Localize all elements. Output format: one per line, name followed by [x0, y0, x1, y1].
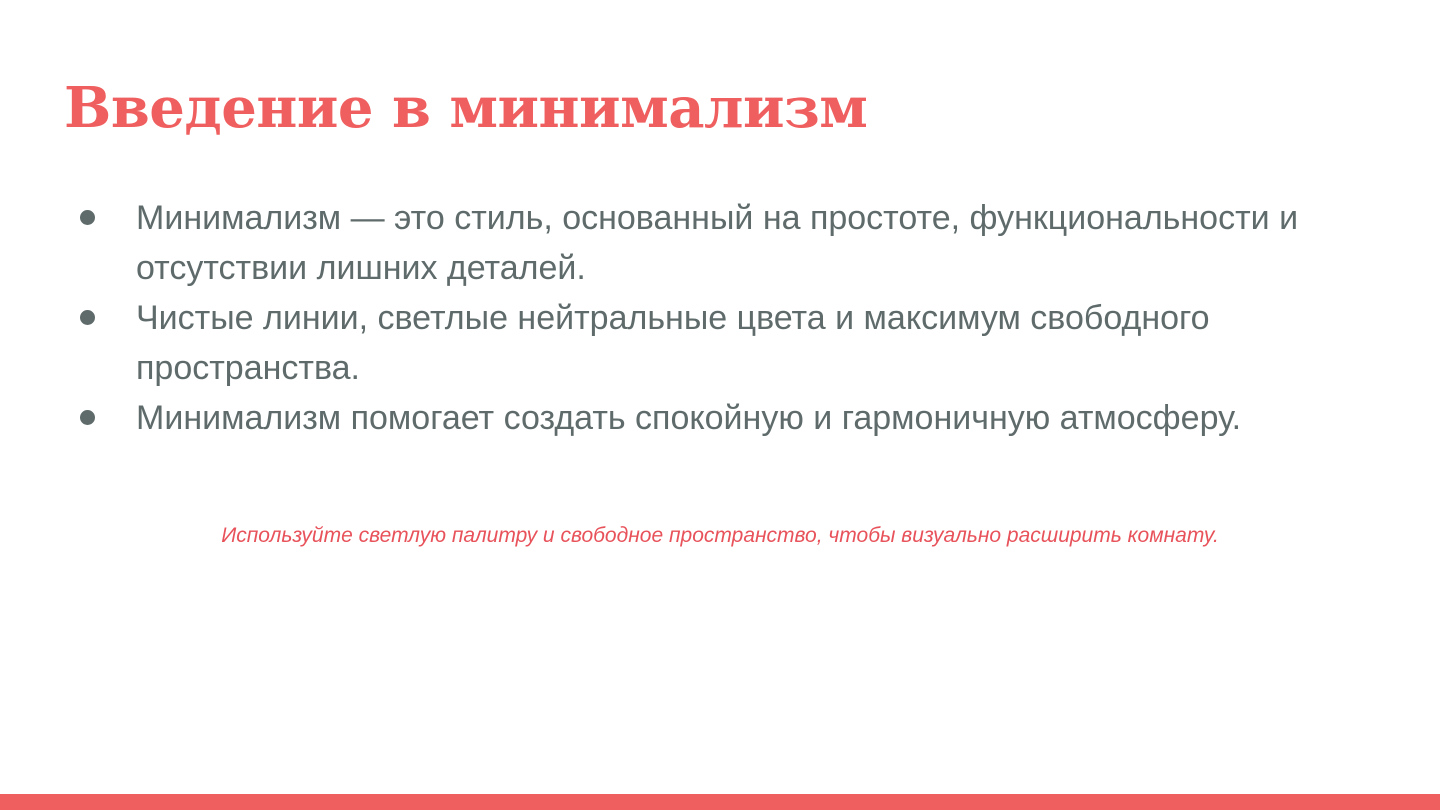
bullet-text: Минимализм — это стиль, основанный на простоте, функциональности и отсутствии лишних деталей.	[136, 199, 1299, 287]
bullet-item	[76, 193, 1376, 293]
bullet-item	[76, 393, 1376, 443]
bullet-dot-icon	[80, 210, 95, 225]
bullet-list	[76, 193, 1376, 443]
tip-note: Используйте светлую палитру и свободное пространство, чтобы визуально расширить комнату.	[221, 524, 1219, 547]
bullet-item	[76, 293, 1376, 393]
slide-title: Введение в минимализм	[64, 75, 868, 141]
bottom-accent-bar	[0, 794, 1440, 810]
bullet-text: Чистые линии, светлые нейтральные цвета и максимум свободного пространства.	[136, 299, 1210, 387]
bullet-text: Минимализм помогает создать спокойную и гармоничную атмосферу.	[136, 399, 1242, 437]
bullet-dot-icon	[80, 410, 95, 425]
bullet-dot-icon	[80, 310, 95, 325]
